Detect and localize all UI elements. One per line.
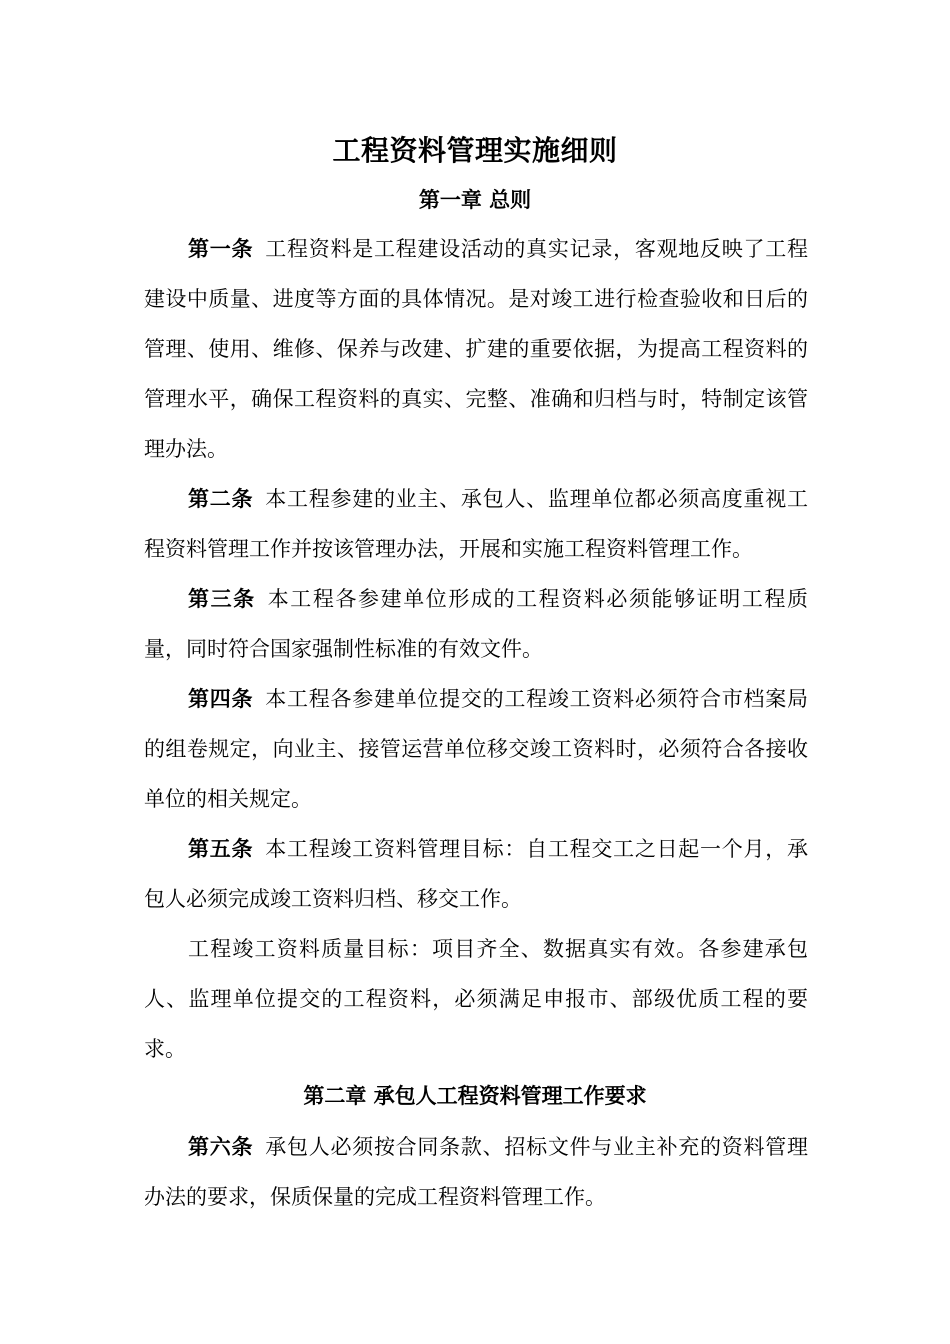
article-label: 第一条 (188, 237, 254, 261)
article-2 (144, 474, 808, 574)
article-text: 本工程竣工资料管理目标：自工程交工之日起一个月，承包人必须完成竣工资料归档、移交工作。 (144, 837, 809, 911)
article-5-continuation (144, 924, 808, 1074)
document-title: 工程资料管理实施细则 (332, 134, 618, 167)
article-label: 第六条 (188, 1135, 254, 1159)
article-text: 工程资料是工程建设活动的真实记录，客观地反映了工程建设中质量、进度等方面的具体情况。是对竣工进行检查验收和日后的管理、使用、维修、保养与改建、扩建的重要依据，为提高工程资料的管理水平，确保工程资料的真实、完整、准确和归档与时，特制定该管理办法。 (144, 237, 809, 461)
article-text: 工程竣工资料质量目标：项目齐全、数据真实有效。各参建承包人、监理单位提交的工程资料，必须满足申报市、部级优质工程的要求。 (144, 937, 808, 1061)
article-text: 本工程各参建单位形成的工程资料必须能够证明工程质量，同时符合国家强制性标准的有效文件。 (144, 587, 809, 661)
article-label: 第三条 (188, 587, 256, 611)
article-label: 第四条 (188, 687, 254, 711)
article-6 (144, 1122, 808, 1222)
article-4 (144, 674, 808, 824)
chapter-heading-2: 第二章 承包人工程资料管理工作要求 (303, 1084, 647, 1108)
article-text: 本工程各参建单位提交的工程竣工资料必须符合市档案局的组卷规定，向业主、接管运营单位移交竣工资料时，必须符合各接收单位的相关规定。 (144, 687, 809, 811)
article-1 (144, 224, 808, 474)
article-text: 承包人必须按合同条款、招标文件与业主补充的资料管理办法的要求，保质保量的完成工程资料管理工作。 (144, 1135, 809, 1209)
chapter-heading-1: 第一章 总则 (418, 188, 532, 212)
article-label: 第二条 (188, 487, 254, 511)
article-text: 本工程参建的业主、承包人、监理单位都必须高度重视工程资料管理工作并按该管理办法，开展和实施工程资料管理工作。 (144, 487, 809, 561)
article-label: 第五条 (188, 837, 254, 861)
article-5 (144, 824, 808, 924)
article-3 (144, 574, 808, 674)
